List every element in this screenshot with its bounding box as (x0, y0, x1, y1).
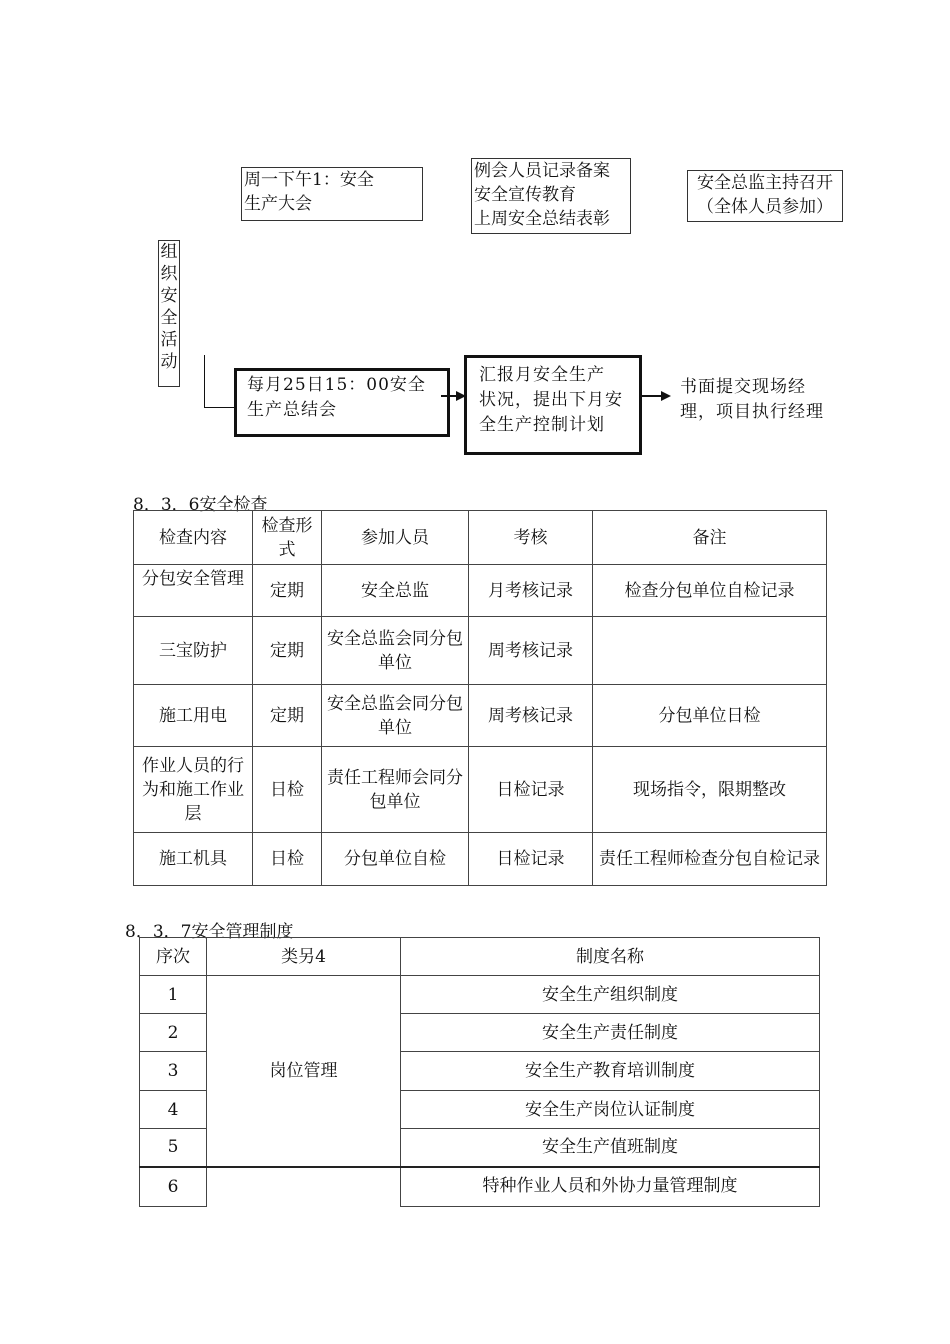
submit-line-1: 书面提交现场经 (680, 377, 806, 397)
cell-seq: 1 (140, 976, 207, 1014)
cell-form: 日检 (253, 833, 322, 886)
weekly-meeting-line-2: 生产大会 (244, 194, 312, 214)
side-char-4: 全 (160, 308, 178, 328)
cell-category: 岗位管理 (207, 976, 401, 1167)
weekly-host-box (687, 170, 843, 222)
cell-staff: 分包单位自检 (322, 833, 469, 886)
cell-assessment: 日检记录 (469, 833, 593, 886)
cell-staff: 安全总监 (322, 565, 469, 617)
cell-remark (593, 617, 827, 685)
col-header-seq: 序次 (140, 938, 207, 976)
cell-assessment: 日检记录 (469, 747, 593, 833)
cell-seq: 5 (140, 1129, 207, 1167)
cell-remark: 分包单位日检 (593, 685, 827, 747)
table-row (134, 617, 827, 685)
monthly-meeting-box (234, 368, 450, 437)
col-header-assessment: 考核 (469, 511, 593, 565)
cell-seq: 2 (140, 1014, 207, 1052)
cell-form: 定期 (253, 565, 322, 617)
cell-category-empty (207, 1167, 401, 1207)
col-header-staff: 参加人员 (322, 511, 469, 565)
cell-form: 日检 (253, 747, 322, 833)
cell-staff: 安全总监会同分包单位 (322, 685, 469, 747)
cell-remark: 检查分包单位自检记录 (593, 565, 827, 617)
cell-remark: 现场指令，限期整改 (593, 747, 827, 833)
weekly-meeting-line-1: 周一下午1：安全 (244, 170, 374, 190)
cell-rule-name: 安全生产岗位认证制度 (401, 1091, 820, 1129)
cell-seq: 3 (140, 1052, 207, 1091)
submit-text (680, 375, 824, 425)
weekly-host-line-1: 安全总监主持召开 (697, 173, 833, 193)
arrow-1-line (441, 395, 456, 397)
cell-seq: 4 (140, 1091, 207, 1129)
cell-assessment: 月考核记录 (469, 565, 593, 617)
table-row (134, 685, 827, 747)
table-row (140, 976, 820, 1014)
cell-staff: 安全总监会同分包单位 (322, 617, 469, 685)
col-header-form: 检查形式 (253, 511, 322, 565)
weekly-content-line-2: 安全宣传教育 (474, 185, 576, 205)
cell-seq: 6 (140, 1167, 207, 1207)
cell-content: 施工用电 (134, 685, 253, 747)
side-char-1: 组 (160, 242, 178, 262)
table-row (134, 833, 827, 886)
weekly-content-line-1: 例会人员记录备案 (474, 161, 610, 181)
table-row (140, 1167, 820, 1207)
monthly-meeting-line-1: 每月25日15：00安全 (247, 375, 426, 395)
cell-content: 作业人员的行为和施工作业层 (134, 747, 253, 833)
col-header-category: 类另4 (207, 938, 401, 976)
cell-rule-name: 安全生产值班制度 (401, 1129, 820, 1167)
side-char-3: 安 (160, 286, 178, 306)
cell-content: 施工机具 (134, 833, 253, 886)
monthly-report-line-1: 汇报月安全生产 (479, 365, 605, 385)
organize-activity-label (158, 240, 180, 387)
col-header-content: 检查内容 (134, 511, 253, 565)
table-row (134, 747, 827, 833)
monthly-report-line-3: 全生产控制计划 (479, 415, 605, 435)
weekly-host-line-2: （全体人员参加） (697, 197, 833, 217)
side-char-6: 动 (160, 352, 178, 372)
inspection-header-row (134, 511, 827, 565)
side-char-5: 活 (160, 330, 178, 350)
submit-line-2: 理，项目执行经理 (680, 402, 824, 422)
rules-header-row (140, 938, 820, 976)
weekly-meeting-box (241, 167, 423, 221)
weekly-content-line-3: 上周安全总结表彰 (474, 209, 610, 229)
arrow-2-line (640, 395, 662, 397)
cell-form: 定期 (253, 685, 322, 747)
section-837-heading: 8．3．7安全管理制度 (125, 922, 294, 942)
weekly-content-box (471, 158, 631, 234)
cell-content: 分包安全管理 (134, 565, 253, 617)
table-row (134, 565, 827, 617)
cell-form: 定期 (253, 617, 322, 685)
monthly-report-line-2: 状况，提出下月安 (479, 390, 623, 410)
cell-rule-name: 特种作业人员和外协力量管理制度 (401, 1167, 820, 1207)
cell-rule-name: 安全生产组织制度 (401, 976, 820, 1014)
cell-content: 三宝防护 (134, 617, 253, 685)
cell-rule-name: 安全生产教育培训制度 (401, 1052, 820, 1091)
monthly-meeting-line-2: 生产总结会 (247, 400, 337, 420)
cell-remark: 责任工程师检查分包自检记录 (593, 833, 827, 886)
cell-staff: 责任工程师会同分包单位 (322, 747, 469, 833)
side-char-2: 织 (160, 264, 178, 284)
arrow-2-head (661, 391, 671, 401)
inspection-table (133, 510, 827, 886)
cell-rule-name: 安全生产责任制度 (401, 1014, 820, 1052)
col-header-rule-name: 制度名称 (401, 938, 820, 976)
section-836-heading: 8．3．6安全检查 (133, 495, 268, 515)
connector-vertical (204, 355, 205, 408)
col-header-remark: 备注 (593, 511, 827, 565)
rules-table (139, 937, 820, 1207)
cell-assessment: 周考核记录 (469, 685, 593, 747)
connector-horizontal (204, 407, 236, 408)
monthly-report-box (464, 355, 642, 455)
cell-assessment: 周考核记录 (469, 617, 593, 685)
